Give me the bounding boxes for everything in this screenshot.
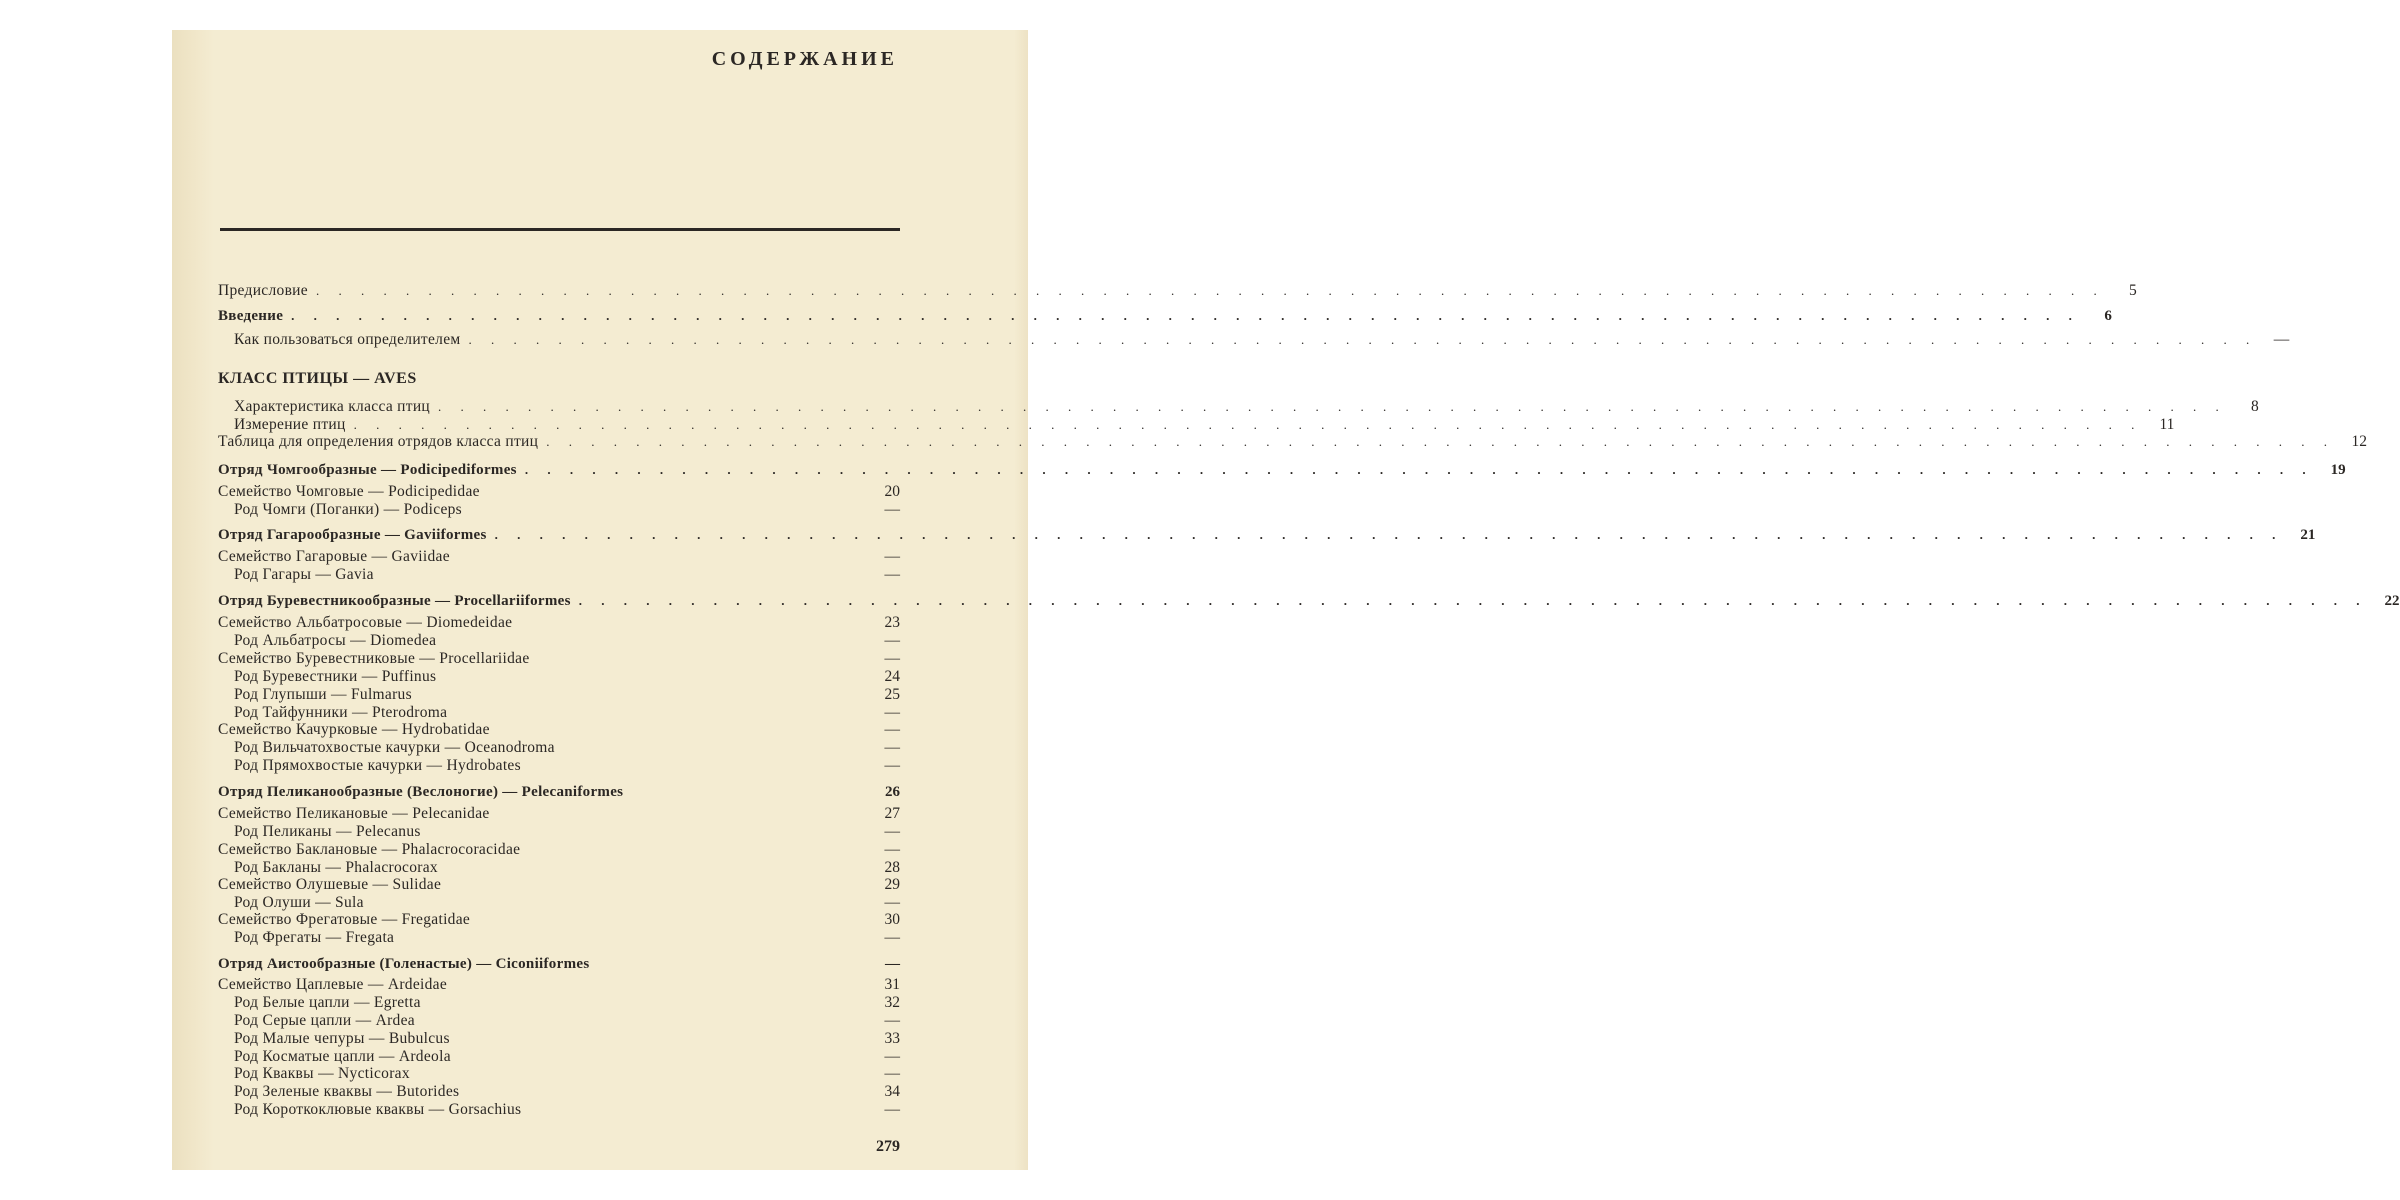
toc-entry-label: Отряд Аистообразные (Голенастые) — Ciconiiformes [218,956,590,972]
toc-entry-page: 23 [884,614,900,631]
toc-entry [218,976,900,993]
toc-entry-label: Род Альбатросы — Diomedea [234,632,437,649]
toc-entry-label: Измерение птиц [234,416,346,433]
toc-entry-label: Род Вильчатохвостые качурки — Oceanodroma [234,739,555,756]
toc-entry-page: 30 [884,911,900,928]
toc-entry-page: — [884,757,900,774]
toc-entry-page: — [884,841,900,858]
toc-entry [218,527,2316,544]
page-binding-shadow [172,30,214,1170]
toc-entry-label: Род Бакланы — Phalacrocorax [234,859,438,876]
toc-entry-label: Род Чомги (Поганки) — Podiceps [234,501,463,518]
toc-entry-label: Отряд Пеликанообразные (Веслоногие) — Pelecaniformes [218,784,624,800]
toc-entry [218,548,900,565]
toc-entry [218,721,900,738]
toc-entry-page: — [884,650,900,667]
toc-entry [218,308,2112,325]
toc-entry-page: — [884,894,900,911]
toc-entry-page: 33 [884,1030,900,1047]
toc-entry-page: 27 [884,805,900,822]
class-heading: КЛАСС ПТИЦЫ — AVES [218,370,417,387]
toc-entry-page: 6 [2104,308,2112,324]
toc-entry-label: Введение [218,308,284,324]
toc-entry-label: Отряд Гагарообразные — Gaviiformes [218,527,487,543]
toc-entry-label: Род Малые чепуры — Bubulcus [234,1030,450,1047]
toc-entry [218,282,2137,299]
toc-entry [218,805,900,822]
toc-entry-page: — [884,548,900,565]
toc-entry-page: 29 [884,876,900,893]
toc-entry-page: 32 [884,994,900,1011]
toc-entry [218,911,900,928]
toc-entry-label: Как пользоваться определителем [234,331,461,348]
toc-entry-label: Предисловие [218,282,308,299]
toc-entry-label: Род Косматые цапли — Ardeola [234,1048,451,1065]
toc-entry-page: — [884,1012,900,1029]
toc-entry [218,462,2346,479]
toc-entry [218,841,900,858]
table-of-contents [218,30,2400,1170]
toc-entry [218,632,900,649]
toc-entry [218,823,900,840]
toc-entry-page: — [884,721,900,738]
toc-entry-label: Род Серые цапли — Ardea [234,1012,415,1029]
toc-entry-page: 26 [885,784,900,800]
toc-entry-page: 22 [2384,593,2400,609]
toc-entry-label: Отряд Буревестникообразные — Procellariiformes [218,593,571,609]
toc-entry-page: — [2273,331,2290,348]
toc-entry [218,668,900,685]
toc-entry [218,894,900,911]
toc-leader: . . . . . . . . . . . . . . . . . . . . . . . . . . . . . . . . . . . . . . . . . . . . . . . . . . . . . . . . . . . . . . . . . . . . . . . . . . . . . . . . [291,308,2080,323]
toc-entry-page: 12 [2351,433,2367,450]
toc-entry-label: Род Кваквы — Nycticorax [234,1065,410,1082]
toc-leader: . . . . . . . . . . . . . . . . . . . . . . . . . . . . . . . . . . . . . . . . . . . . . . . . . . . . . . . . . . . . . . . . . . . . . . . . . . . . . . . . [578,593,2368,608]
toc-leader: . . . . . . . . . . . . . . . . . . . . . . . . . . . . . . . . . . . . . . . . . . . . . . . . . . . . . . . . . . . . . . . . . . . . . . . . . . . . . . . . [524,462,2314,477]
toc-entry-page: — [884,501,900,518]
toc-entry [218,686,900,703]
toc-entry-page: 19 [2330,462,2346,478]
toc-entry-page: 8 [2251,398,2259,415]
toc-entry-label: Род Пеликаны — Pelecanus [234,823,421,840]
toc-entry-label: Семейство Фрегатовые — Fregatidae [218,911,471,928]
toc-entry-label: Род Белые цапли — Egretta [234,994,421,1011]
toc-entry-label: Род Олуши — Sula [234,894,364,911]
toc-entry-label: Род Глупыши — Fulmarus [234,686,412,703]
toc-entry-label: Род Гагары — Gavia [234,566,374,583]
page-title: СОДЕРЖАНИЕ [711,48,898,70]
toc-leader: . . . . . . . . . . . . . . . . . . . . . . . . . . . . . . . . . . . . . . . . . . . . . . . . . . . . . . . . . . . . . . . . . . . . . . . . . . . . . . . . [353,417,2143,432]
toc-entry-label: Характеристика класса птиц [234,398,431,415]
toc-entry [218,433,2367,450]
toc-leader: . . . . . . . . . . . . . . . . . . . . . . . . . . . . . . . . . . . . . . . . . . . . . . . . . . . . . . . . . . . . . . . . . . . . . . . . . . . . . . . . [468,332,2258,347]
toc-entry-label: Таблица для определения отрядов класса птиц [218,433,539,450]
toc-entry [218,483,900,500]
toc-entry-page: 31 [884,976,900,993]
toc-entry-page: — [885,956,900,972]
toc-entry-label: Семейство Баклановые — Phalacrocoracidae [218,841,521,858]
toc-entry-label: Род Тайфунники — Pterodroma [234,704,448,721]
toc-entry-label: Род Фрегаты — Fregata [234,929,395,946]
toc-entry-page: — [884,566,900,583]
toc-entry [218,994,900,1011]
toc-entry [218,1083,900,1100]
toc-entry [218,739,900,756]
toc-entry-label: Семейство Цаплевые — Ardeidae [218,976,448,993]
toc-entry [218,1012,900,1029]
toc-entry [218,650,900,667]
toc-entry [218,566,900,583]
toc-leader: . . . . . . . . . . . . . . . . . . . . . . . . . . . . . . . . . . . . . . . . . . . . . . . . . . . . . . . . . . . . . . . . . . . . . . . . . . . . . . . . [438,399,2227,414]
toc-entry-page: — [884,1101,900,1118]
toc-entry-page: — [884,823,900,840]
toc-entry-page: 25 [884,686,900,703]
toc-entry-label: Семейство Гагаровые — Gaviidae [218,548,450,565]
book-page [172,30,2400,1170]
toc-leader: . . . . . . . . . . . . . . . . . . . . . . . . . . . . . . . . . . . . . . . . . . . . . . . . . . . . . . . . . . . . . . . . . . . . . . . . . . . . . . . . [315,283,2105,298]
toc-entry-label: Отряд Чомгообразные — Podicipediformes [218,462,517,478]
toc-entry-label: Род Зеленые кваквы — Butorides [234,1083,460,1100]
toc-entry-label: Род Прямохвостые качурки — Hydrobates [234,757,521,774]
toc-entry [218,929,900,946]
toc-entry-label: Семейство Олушевые — Sulidae [218,876,442,893]
toc-entry-page: 5 [2128,282,2137,299]
toc-entry-page: 21 [2300,527,2316,543]
toc-entry-page: — [884,1048,900,1065]
toc-entry-page: — [884,704,900,721]
toc-entry [218,331,2290,348]
toc-entry-page: 28 [884,859,900,876]
toc-entry-page: — [884,1065,900,1082]
toc-entry [218,593,2400,610]
toc-entry [218,757,900,774]
toc-entry-page: 20 [884,483,900,500]
toc-entry [218,398,2259,415]
toc-entry-page: — [884,739,900,756]
toc-entry-page: 24 [884,668,900,685]
toc-entry [218,1048,900,1065]
toc-entry-label: Семейство Пеликановые — Pelecanidae [218,805,490,822]
toc-entry-label: Род Короткоклювые кваквы — Gorsachius [234,1101,522,1118]
toc-entry [218,784,900,801]
toc-entry-page: — [884,929,900,946]
toc-entry-label: Семейство Качурковые — Hydrobatidae [218,721,490,738]
page-number: 279 [876,1138,900,1155]
toc-entry [218,1101,900,1118]
toc-entry [218,614,900,631]
toc-entry-page: — [884,632,900,649]
toc-entry-page: 11 [2159,416,2175,433]
toc-entry [218,704,900,721]
toc-entry-label: Семейство Альбатросовые — Diomedeidae [218,614,513,631]
toc-entry [218,956,900,973]
toc-entry-label: Семейство Буревестниковые — Procellariidae [218,650,530,667]
toc-entry [218,1030,900,1047]
toc-entry-label: Род Буревестники — Puffinus [234,668,437,685]
toc-entry-page: 34 [884,1083,900,1100]
toc-leader: . . . . . . . . . . . . . . . . . . . . . . . . . . . . . . . . . . . . . . . . . . . . . . . . . . . . . . . . . . . . . . . . . . . . . . . . . . . . . . . . [494,527,2284,542]
toc-entry [218,501,900,518]
toc-entry [218,859,900,876]
toc-entry-label: Семейство Чомговые — Podicipedidae [218,483,480,500]
toc-entry [218,876,900,893]
toc-entry [218,416,2175,433]
toc-leader: . . . . . . . . . . . . . . . . . . . . . . . . . . . . . . . . . . . . . . . . . . . . . . . . . . . . . . . . . . . . . . . . . . . . . . . . . . . . . . . . [546,434,2335,449]
toc-entry [218,1065,900,1082]
